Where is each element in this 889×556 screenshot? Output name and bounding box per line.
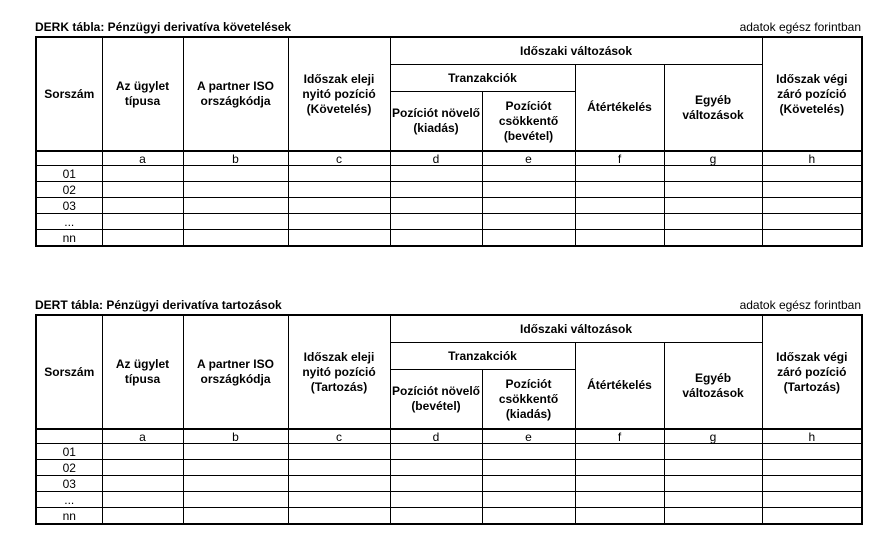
data-cell [762, 214, 862, 230]
data-cell [762, 230, 862, 247]
data-cell [288, 476, 390, 492]
row-number: 03 [36, 198, 102, 214]
data-cell [762, 198, 862, 214]
table-row [36, 230, 862, 247]
table-title: DERT tábla: Pénzügyi derivatíva tartozások [35, 298, 282, 312]
data-cell [288, 182, 390, 198]
derk-table [35, 36, 863, 247]
header-ugylet-tipusa: Az ügylet típusa [102, 315, 183, 429]
data-cell [183, 508, 288, 525]
data-cell [102, 214, 183, 230]
data-cell [102, 492, 183, 508]
dert-table-block [35, 296, 861, 525]
data-cell [762, 182, 862, 198]
table-row [36, 460, 862, 476]
data-cell [390, 214, 482, 230]
header-egyeb-valtozasok: Egyéb változások [664, 343, 762, 430]
data-cell [390, 444, 482, 460]
data-cell [288, 460, 390, 476]
data-cell [183, 444, 288, 460]
data-cell [762, 166, 862, 182]
data-cell [288, 214, 390, 230]
data-cell [482, 460, 575, 476]
row-number: 02 [36, 182, 102, 198]
data-cell [762, 508, 862, 525]
header-atertekeles: Átértékelés [575, 65, 664, 152]
table-row [36, 166, 862, 182]
data-cell [762, 492, 862, 508]
row-number: nn [36, 508, 102, 525]
header-nyito-pozicio: Időszak eleji nyitó pozíció (Tartozás) [288, 315, 390, 429]
data-cell [183, 214, 288, 230]
data-cell [102, 444, 183, 460]
table-row [36, 182, 862, 198]
header-atertekeles: Átértékelés [575, 343, 664, 430]
data-cell [288, 508, 390, 525]
data-cell [664, 460, 762, 476]
data-cell [575, 230, 664, 247]
table-row [36, 214, 862, 230]
data-cell [390, 476, 482, 492]
letter-cell: g [664, 151, 762, 166]
data-cell [575, 476, 664, 492]
letter-cell: h [762, 429, 862, 444]
data-cell [575, 460, 664, 476]
header-zaro-pozicio: Időszak végi záró pozíció (Tartozás) [762, 315, 862, 429]
data-cell [664, 198, 762, 214]
data-cell [102, 230, 183, 247]
letter-cell: d [390, 151, 482, 166]
data-cell [390, 508, 482, 525]
table-row [36, 198, 862, 214]
data-cell [664, 444, 762, 460]
data-cell [762, 460, 862, 476]
letter-cell-empty [36, 151, 102, 166]
data-cell [575, 166, 664, 182]
data-cell [664, 214, 762, 230]
letter-cell: h [762, 151, 862, 166]
table-row [36, 508, 862, 525]
header-idoszaki-valtozasok: Időszaki változások [390, 37, 762, 65]
data-cell [390, 230, 482, 247]
data-cell [102, 508, 183, 525]
data-cell [575, 198, 664, 214]
data-cell [664, 182, 762, 198]
header-pozicio-csokkento: Pozíciót csökkentő (bevétel) [482, 92, 575, 152]
data-cell [482, 476, 575, 492]
data-cell [183, 460, 288, 476]
table-title: DERK tábla: Pénzügyi derivatíva követelések [35, 20, 292, 34]
data-cell [482, 182, 575, 198]
data-cell [183, 230, 288, 247]
letter-cell-empty [36, 429, 102, 444]
data-cell [183, 476, 288, 492]
table-caption [35, 18, 861, 36]
letter-cell: e [482, 151, 575, 166]
table-unit-note: adatok egész forintban [739, 20, 861, 34]
table-unit-note: adatok egész forintban [739, 298, 861, 312]
row-number: ... [36, 492, 102, 508]
header-sorszam: Sorszám [36, 37, 102, 151]
data-cell [664, 230, 762, 247]
table-caption [35, 296, 861, 314]
data-cell [575, 444, 664, 460]
column-letter-row [36, 429, 862, 444]
row-number: ... [36, 214, 102, 230]
header-ugylet-tipusa: Az ügylet típusa [102, 37, 183, 151]
data-cell [762, 476, 862, 492]
data-cell [183, 182, 288, 198]
header-zaro-pozicio: Időszak végi záró pozíció (Követelés) [762, 37, 862, 151]
row-number: 02 [36, 460, 102, 476]
data-cell [482, 166, 575, 182]
data-cell [183, 492, 288, 508]
letter-cell: f [575, 151, 664, 166]
data-cell [482, 444, 575, 460]
letter-cell: a [102, 151, 183, 166]
data-cell [664, 166, 762, 182]
data-cell [482, 230, 575, 247]
data-cell [183, 166, 288, 182]
data-cell [482, 492, 575, 508]
header-pozicio-csokkento: Pozíciót csökkentő (kiadás) [482, 370, 575, 430]
data-cell [102, 476, 183, 492]
data-cell [664, 476, 762, 492]
data-cell [288, 444, 390, 460]
header-pozicio-novelo: Pozíciót növelő (kiadás) [390, 92, 482, 152]
data-cell [102, 182, 183, 198]
letter-cell: c [288, 151, 390, 166]
table-row [36, 444, 862, 460]
letter-cell: a [102, 429, 183, 444]
data-cell [482, 508, 575, 525]
row-number: 03 [36, 476, 102, 492]
data-cell [390, 492, 482, 508]
letter-cell: b [183, 151, 288, 166]
dert-table [35, 314, 863, 525]
data-cell [762, 444, 862, 460]
header-egyeb-valtozasok: Egyéb változások [664, 65, 762, 152]
header-nyito-pozicio: Időszak eleji nyitó pozíció (Követelés) [288, 37, 390, 151]
header-pozicio-novelo: Pozíciót növelő (bevétel) [390, 370, 482, 430]
derk-table-block [35, 18, 861, 247]
data-cell [575, 214, 664, 230]
data-cell [575, 508, 664, 525]
data-cell [390, 460, 482, 476]
header-sorszam: Sorszám [36, 315, 102, 429]
row-number: nn [36, 230, 102, 247]
header-partner-iso: A partner ISO országkódja [183, 315, 288, 429]
data-cell [482, 214, 575, 230]
data-cell [390, 182, 482, 198]
header-tranzakciok: Tranzakciók [390, 343, 575, 370]
data-cell [102, 166, 183, 182]
data-cell [390, 166, 482, 182]
table-row [36, 492, 862, 508]
letter-cell: c [288, 429, 390, 444]
data-cell [288, 230, 390, 247]
data-cell [288, 198, 390, 214]
letter-cell: f [575, 429, 664, 444]
table-row [36, 476, 862, 492]
data-cell [288, 492, 390, 508]
letter-cell: b [183, 429, 288, 444]
header-partner-iso: A partner ISO országkódja [183, 37, 288, 151]
data-cell [288, 166, 390, 182]
data-cell [102, 198, 183, 214]
data-cell [575, 492, 664, 508]
data-cell [390, 198, 482, 214]
data-cell [183, 198, 288, 214]
row-number: 01 [36, 444, 102, 460]
letter-cell: d [390, 429, 482, 444]
data-cell [102, 460, 183, 476]
header-idoszaki-valtozasok: Időszaki változások [390, 315, 762, 343]
column-letter-row [36, 151, 862, 166]
header-tranzakciok: Tranzakciók [390, 65, 575, 92]
data-cell [482, 198, 575, 214]
row-number: 01 [36, 166, 102, 182]
data-cell [664, 508, 762, 525]
letter-cell: e [482, 429, 575, 444]
data-cell [575, 182, 664, 198]
letter-cell: g [664, 429, 762, 444]
data-cell [664, 492, 762, 508]
